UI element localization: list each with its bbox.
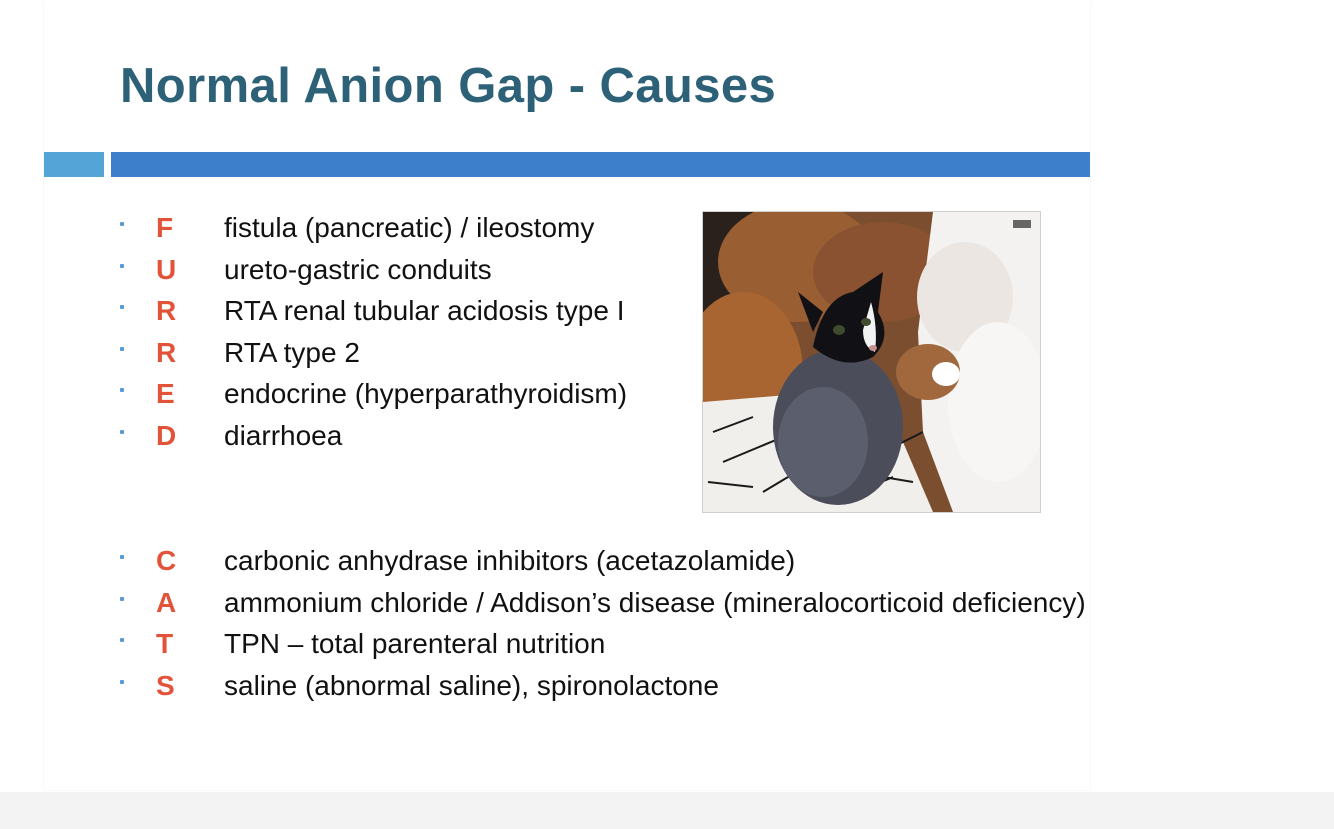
- bullet-icon: [120, 388, 124, 392]
- mnemonic-letter: U: [156, 253, 177, 285]
- bullet-icon: [120, 597, 124, 601]
- bullet-icon: [120, 222, 124, 226]
- bullet-icon: [120, 347, 124, 351]
- slide: [44, 0, 1090, 790]
- bullet-icon: [120, 430, 124, 434]
- list-item: [112, 378, 627, 409]
- list-item: [112, 420, 627, 451]
- slide-title: Normal Anion Gap - Causes: [120, 59, 777, 113]
- mnemonic-letter: A: [156, 586, 177, 618]
- list-item: [112, 587, 1086, 618]
- cause-text: saline (abnormal saline), spironolactone: [224, 669, 719, 701]
- list-item: [112, 545, 1086, 576]
- list-item: [112, 628, 1086, 659]
- cause-text: diarrhoea: [224, 419, 343, 451]
- bullet-icon: [120, 555, 124, 559]
- bullet-icon: [120, 680, 124, 684]
- bullet-icon: [120, 264, 124, 268]
- cause-text: TPN – total parenteral nutrition: [224, 628, 606, 659]
- list-item: [112, 254, 627, 285]
- cause-text: ureto-gastric conduits: [224, 253, 492, 285]
- mnemonic-letter: F: [156, 212, 174, 243]
- mnemonic-letter: R: [156, 336, 177, 368]
- furred-list: [112, 212, 627, 461]
- title-divider-bar: [111, 152, 1090, 177]
- list-item: [112, 670, 1086, 701]
- mnemonic-letter: R: [156, 295, 177, 326]
- mnemonic-letter: E: [156, 378, 175, 409]
- mnemonic-letter: S: [156, 669, 175, 701]
- cause-text: RTA type 2: [224, 336, 360, 368]
- title-accent-bar: [44, 152, 104, 177]
- list-item: [112, 212, 627, 243]
- bullet-icon: [120, 638, 124, 642]
- viewer-bottom-strip: [0, 792, 1334, 829]
- list-item: [112, 337, 627, 368]
- mnemonic-letter: C: [156, 545, 177, 576]
- cause-text: endocrine (hyperparathyroidism): [224, 378, 628, 409]
- bullet-icon: [120, 305, 124, 309]
- mnemonic-letter: T: [156, 628, 174, 659]
- list-item: [112, 295, 627, 326]
- cause-text: RTA renal tubular acidosis type I: [224, 295, 625, 326]
- cause-text: ammonium chloride / Addison’s disease (mineralocorticoid deficiency): [224, 586, 1086, 618]
- kitten-photo: [702, 211, 1041, 513]
- cats-list: [112, 545, 1086, 711]
- cause-text: carbonic anhydrase inhibitors (acetazolamide): [224, 545, 796, 576]
- cause-text: fistula (pancreatic) / ileostomy: [224, 212, 595, 243]
- kitten-photo-icon: [703, 212, 1040, 512]
- mnemonic-letter: D: [156, 419, 177, 451]
